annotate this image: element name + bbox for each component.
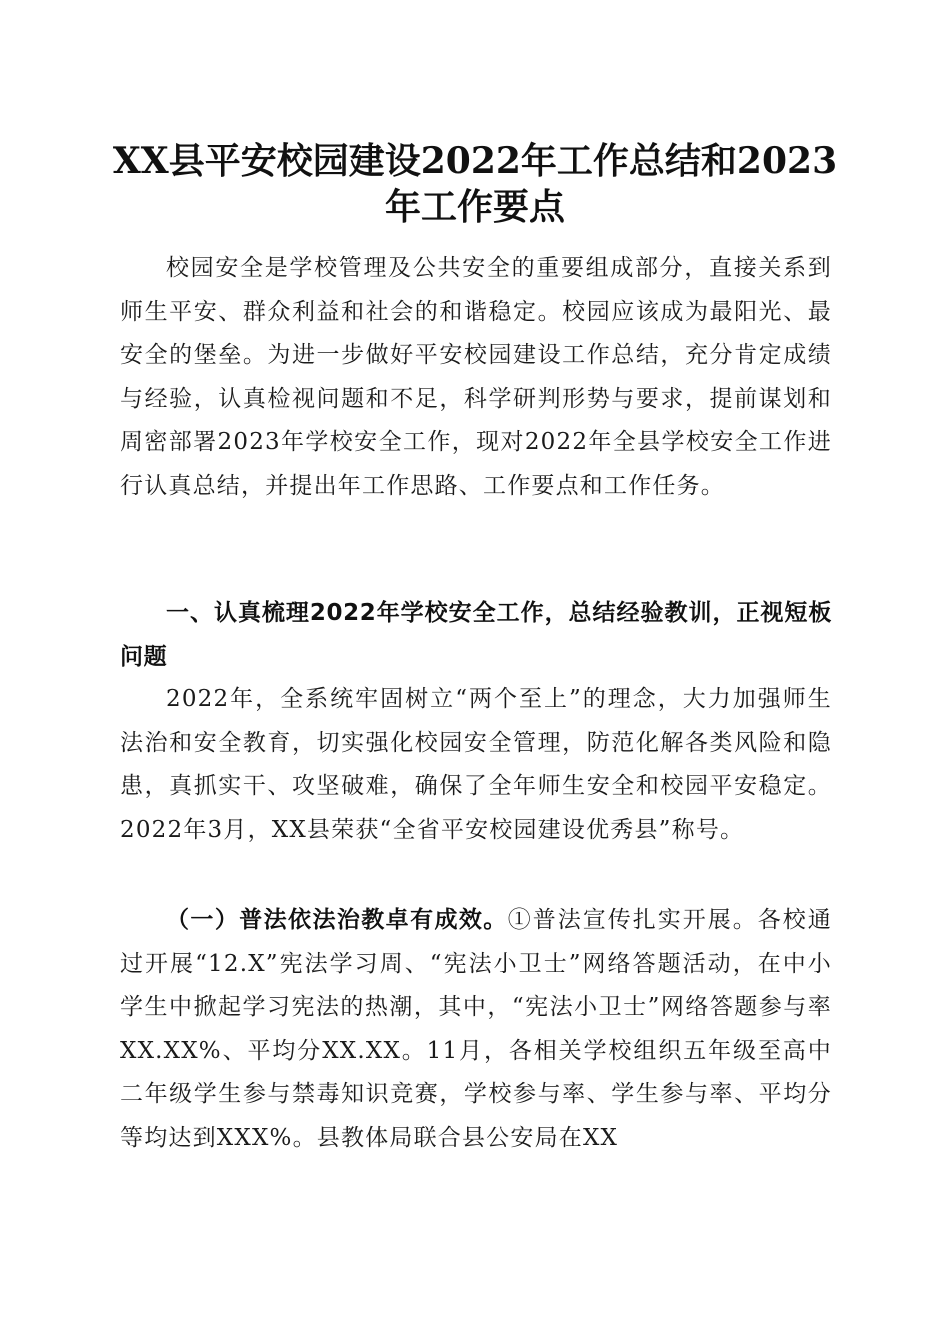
subsection-1-heading: （一）普法依法治教卓有成效。 [166,907,508,933]
subsection-1-body: ①普法宣传扎实开展。各校通过开展“12.X”宪法学习周、“宪法小卫士”网络答题活动，在中小学生中掀起学习宪法的热潮，其中，“宪法小卫士”网络答题参与率XX.XX%、平均分XX.XX。11月，各相关学校组织五年级至高中二年级学生参与禁毒知识竞赛，学校参与率、学生参与率、平均分等均达到XXX%。县教体局联合县公安局在XX [120,907,832,1151]
intro-paragraph: 校园安全是学校管理及公共安全的重要组成部分，直接关系到师生平安、群众利益和社会的和谐稳定。校园应该成为最阳光、最安全的堡垒。为进一步做好平安校园建设工作总结，充分肯定成绩与经验，认真检视问题和不足，科学研判形势与要求，提前谋划和周密部署2023年学校安全工作，现对2022年全县学校安全工作进行认真总结，并提出年工作思路、工作要点和工作任务。 [120,255,832,499]
subsection-1-paragraph [120,899,832,1160]
document-title: XX县平安校园建设2022年工作总结和2023年工作要点 [112,140,838,228]
section-1-paragraph: 2022年，全系统牢固树立“两个至上”的理念，大力加强师生法治和安全教育，切实强化校园安全管理，防范化解各类风险和隐患，真抓实干、攻坚破难，确保了全年师生安全和校园平安稳定。2022年3月，XX县荣获“全省平安校园建设优秀县”称号。 [120,686,832,843]
section-1-heading: 一、认真梳理2022年学校安全工作，总结经验教训，正视短板问题 [120,600,832,670]
